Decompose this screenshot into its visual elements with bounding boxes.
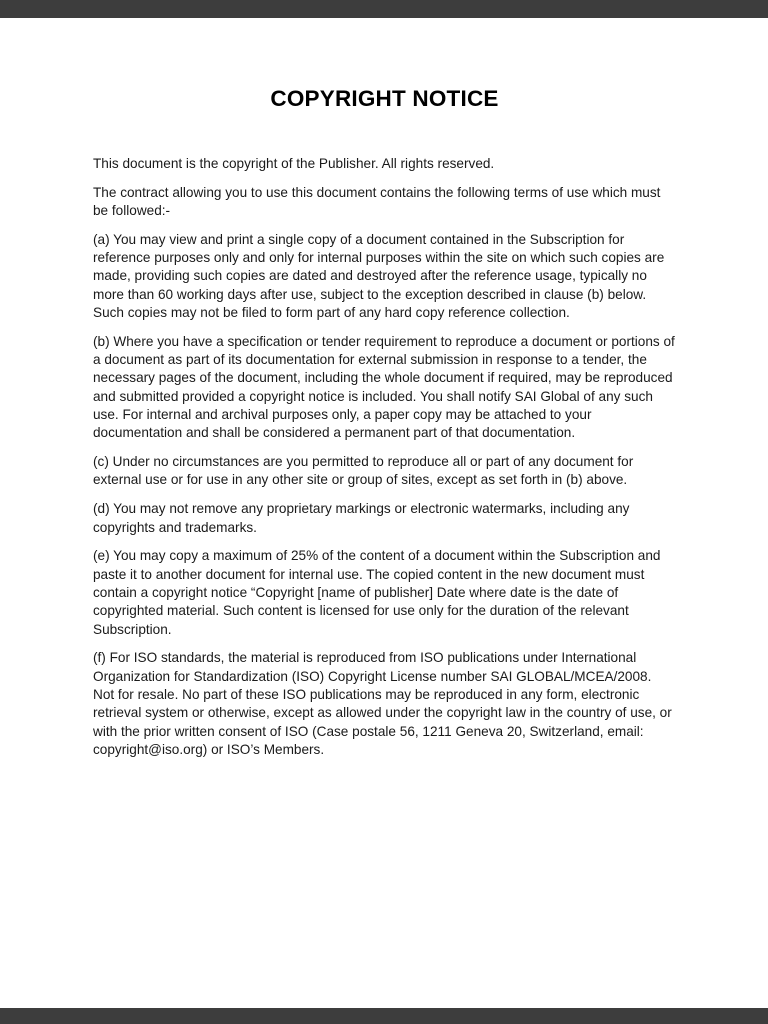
page-title: COPYRIGHT NOTICE [270,86,499,111]
paragraph-clause-b: (b) Where you have a specification or tender requirement to reproduce a document or portions of a document as part of its documentation for external submission in response to a tender, the necessary pages of the document, including the whole document if required, may be reproduced and submitted provided a copyright notice is included. You shall notify SAI Global of any such use. For internal and archival purposes only, a paper copy may be attached to your documentation and shall be considered a permanent part of that documentation. [93,333,675,441]
paragraph-intro: This document is the copyright of the Publisher. All rights reserved. [93,156,495,171]
paragraph-clause-f: (f) For ISO standards, the material is reproduced from ISO publications under International Organization for Standardization (ISO) Copyright License number SAI GLOBAL/MCEA/2008. Not for resale. No part of these ISO publications may be reproduced in any form, electronic retrieval system or otherwise, except as allowed under the copyright law in the country of use, or with the prior written consent of ISO (Case postale 56, 1211 Geneva 20, Switzerland, email: copyright@iso.org) or ISO’s Members. [93,650,672,757]
paragraph-clause-e: (e) You may copy a maximum of 25% of the content of a document within the Subscription and paste it to another document for internal use. The copied content in the new document must contain a copyright notice “Copyright [name of publisher] Date where date is the date of copyrighted material. Such content is licensed for use only for the duration of the relevant Subscription. [93,548,661,637]
paragraph-clause-c: (c) Under no circumstances are you permitted to reproduce all or part of any document for external use or for use in any other site or group of sites, except as set forth in (b) above. [93,454,634,488]
paragraph-clause-d: (d) You may not remove any proprietary markings or electronic watermarks, including any copyrights and trademarks. [93,501,630,535]
viewer-bottom-bar [0,1008,768,1024]
paragraph-contract: The contract allowing you to use this document contains the following terms of use which must be followed:- [93,184,661,219]
paragraph-clause-a: (a) You may view and print a single copy of a document contained in the Subscription for reference purposes only and only for internal purposes within the site on which such copies are made, providing such copies are dated and destroyed after the reference usage, typically no more than 60 working days after use, subject to the exception described in clause (b) below. Such copies may not be filed to form part of any hard copy reference collection. [93,231,665,321]
viewer-top-bar [0,0,768,18]
document-page [0,18,768,1008]
